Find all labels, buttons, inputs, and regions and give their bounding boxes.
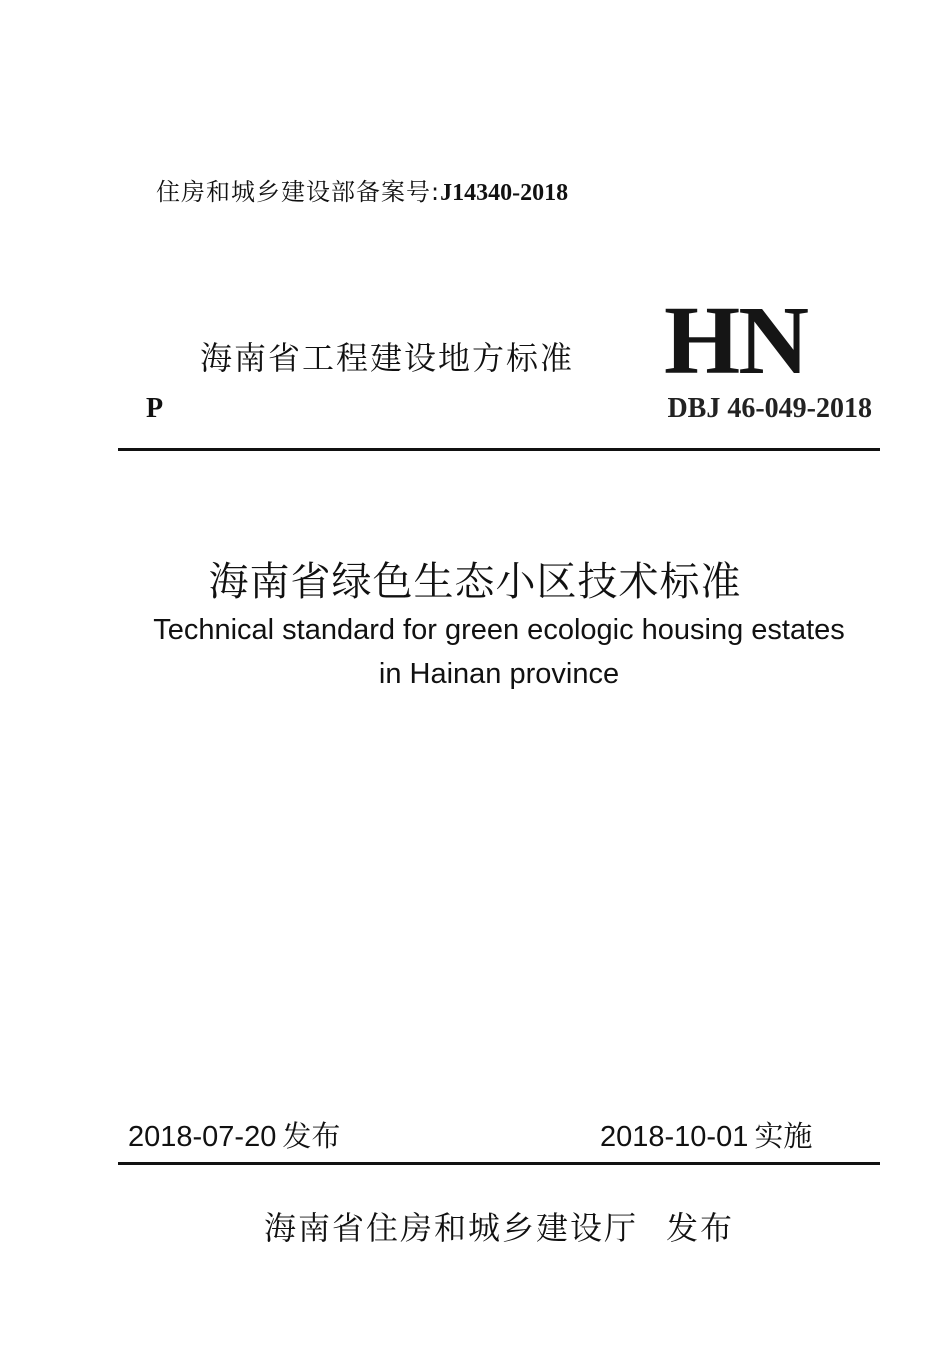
publisher-name: 海南省住房和城乡建设厅 xyxy=(263,1209,638,1247)
issue-label: 发布 xyxy=(282,1119,341,1153)
standard-code: DBJ 46-049-2018 xyxy=(667,393,872,424)
publisher-action: 发布 xyxy=(666,1209,735,1247)
record-number-line xyxy=(156,172,568,207)
publisher-line xyxy=(0,1203,950,1249)
title-english-line-2: in Hainan province xyxy=(378,658,620,690)
standard-type: 海南省工程建设地方标准 xyxy=(200,339,575,377)
title-english-line-1: Technical standard for green ecologic housing estates xyxy=(153,614,845,646)
issue-date: 2018-07-20 xyxy=(128,1121,277,1153)
implement-label: 实施 xyxy=(754,1119,813,1153)
top-divider xyxy=(118,448,880,451)
bottom-divider xyxy=(118,1162,880,1165)
issue-date-block xyxy=(128,1114,340,1155)
implement-date: 2018-10-01 xyxy=(600,1121,749,1153)
record-number: J14340-2018 xyxy=(440,180,569,206)
title-chinese: 海南省绿色生态小区技术标准 xyxy=(208,559,742,605)
implement-date-block xyxy=(600,1114,812,1155)
standard-category: P xyxy=(146,393,164,424)
record-label: 住房和城乡建设部备案号: xyxy=(156,178,441,206)
standard-logo: HN xyxy=(664,287,807,395)
title-english xyxy=(0,608,950,696)
